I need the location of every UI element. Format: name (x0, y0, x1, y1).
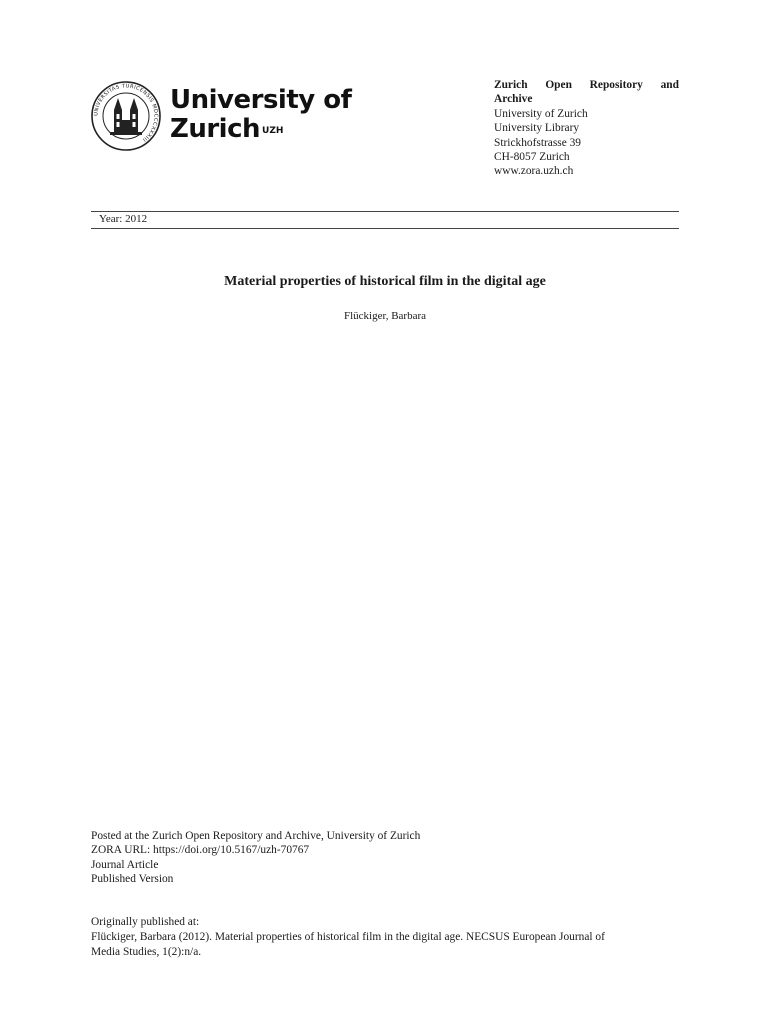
wordmark-uzh: UZH (262, 126, 284, 136)
zora-url-link[interactable]: ZORA URL: https://doi.org/10.5167/uzh-70767 (91, 844, 310, 857)
repo-word: Repository (589, 79, 643, 91)
repo-word: Open (545, 79, 572, 91)
year-rule-bottom (91, 228, 679, 229)
university-wordmark (170, 86, 351, 144)
wordmark-zurich: Zurich (170, 114, 261, 144)
repository-address (494, 78, 679, 179)
wordmark-line2 (170, 115, 351, 144)
seal-graphic (90, 80, 162, 152)
repository-name-line2: Archive (494, 93, 533, 106)
paper-title: Material properties of historical film in the digital age (224, 274, 546, 289)
citation-line1: Flückiger, Barbara (2012). Material properties of historical film in the digital age. NECSUS European Journal of (91, 930, 605, 943)
version-label: Published Version (91, 873, 174, 886)
repo-library: University Library (494, 122, 580, 135)
repo-street: Strickhofstrasse 39 (494, 136, 581, 149)
repo-city: CH-8057 Zurich (494, 151, 570, 164)
paper-author: Flückiger, Barbara (343, 310, 427, 322)
repository-name (494, 78, 679, 107)
publication-type: Journal Article (91, 858, 159, 871)
posting-info (91, 829, 679, 887)
originally-heading: Originally published at: (91, 916, 200, 928)
seal-ring-text: UNIVERSITAS TURICENSIS MDCCCXXXIII (93, 83, 159, 143)
repo-website-link[interactable]: www.zora.uzh.ch (494, 165, 574, 178)
repository-name-line1 (494, 78, 679, 92)
original-citation (91, 915, 681, 959)
towers-icon (110, 98, 142, 135)
wordmark-line1: University of (170, 85, 352, 115)
repo-word: and (660, 79, 679, 91)
citation-line2: Media Studies, 1(2):n/a. (91, 945, 202, 958)
year-rule-top (91, 211, 679, 212)
university-seal-logo (90, 80, 162, 152)
year-label: Year: 2012 (99, 213, 148, 225)
repo-word: Zurich (494, 79, 528, 91)
posted-at-line: Posted at the Zurich Open Repository and Archive, University of Zurich (91, 830, 421, 842)
repo-university: University of Zurich (494, 107, 588, 120)
